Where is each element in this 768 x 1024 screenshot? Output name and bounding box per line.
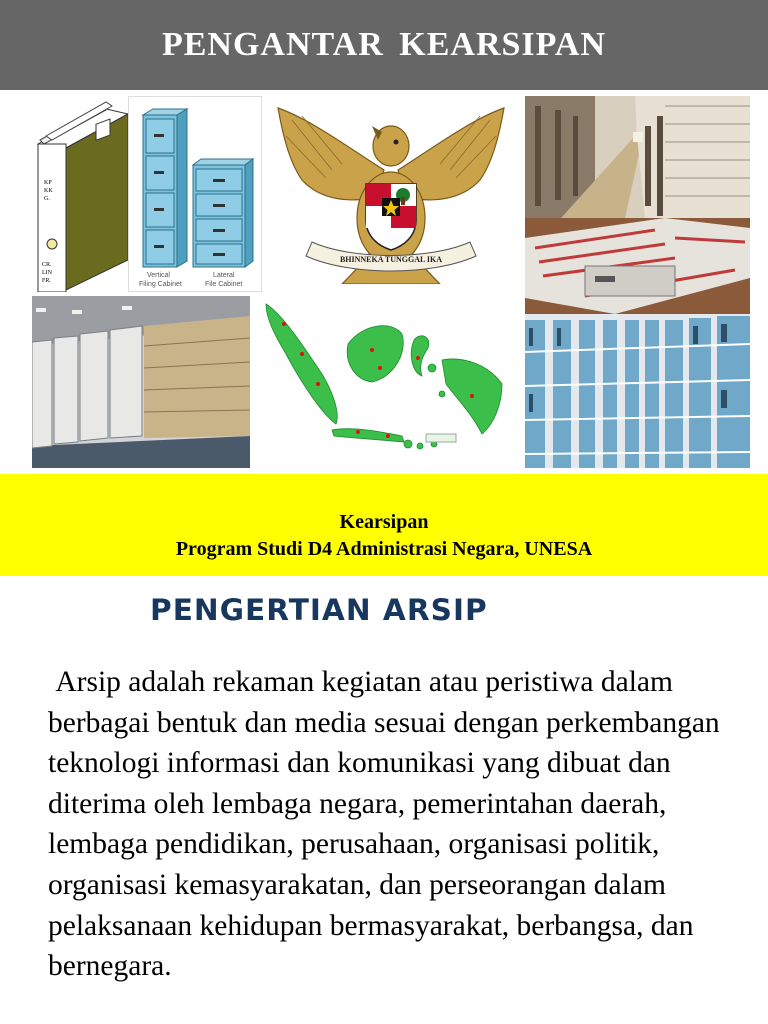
section-heading: PENGERTIAN ARSIP <box>150 593 488 627</box>
vertical-cabinet-label: Vertical <box>147 272 170 279</box>
svg-text:LIN: LIN <box>42 270 52 276</box>
garuda-emblem-image <box>272 100 510 286</box>
svg-text:Filing Cabinet: Filing Cabinet <box>139 281 182 288</box>
binder-label-top: KP <box>44 180 52 186</box>
mobile-shelving-photo <box>32 296 250 468</box>
course-band <box>0 474 768 576</box>
lateral-cabinet-label: Lateral <box>213 272 235 279</box>
page-title: PENGANTAR KEARSIPAN <box>161 26 607 63</box>
course-name: Kearsipan <box>339 511 429 533</box>
program-name: Program Studi D4 Administrasi Negara, UNESA <box>175 538 593 560</box>
garuda-motto: BHINNEKA TUNGGAL IKA <box>339 255 443 264</box>
binder-label-bottom: CR. <box>42 262 52 268</box>
svg-text:KK: KK <box>44 188 53 194</box>
archive-corridor-photo <box>525 96 750 218</box>
definition-paragraph: Arsip adalah rekaman kegiatan atau peristiwa dalam berbagai bentuk dan media sesuai dengan perkembangan teknologi informasi dan komunikasi yang dibuat dan diterima oleh lembaga negara, pemerintahan daerah, lembaga pendidikan, perusahaan, organisasi politik, organisasi kemasyarakatan, dan perseorangan dalam pelaksanaan kehidupan bermasyarakat, berbangsa, dan bernegara. <box>48 666 728 983</box>
filing-cabinets-image <box>128 96 262 292</box>
archive-boxes-photo <box>525 218 750 314</box>
indonesia-map-image <box>262 284 508 468</box>
svg-text:G.: G. <box>44 196 50 202</box>
archive-shelves-photo <box>525 314 750 468</box>
binder-image <box>36 100 130 292</box>
svg-text:FR.: FR. <box>42 278 51 284</box>
svg-text:File Cabinet: File Cabinet <box>205 281 243 288</box>
title-bar <box>0 0 768 90</box>
